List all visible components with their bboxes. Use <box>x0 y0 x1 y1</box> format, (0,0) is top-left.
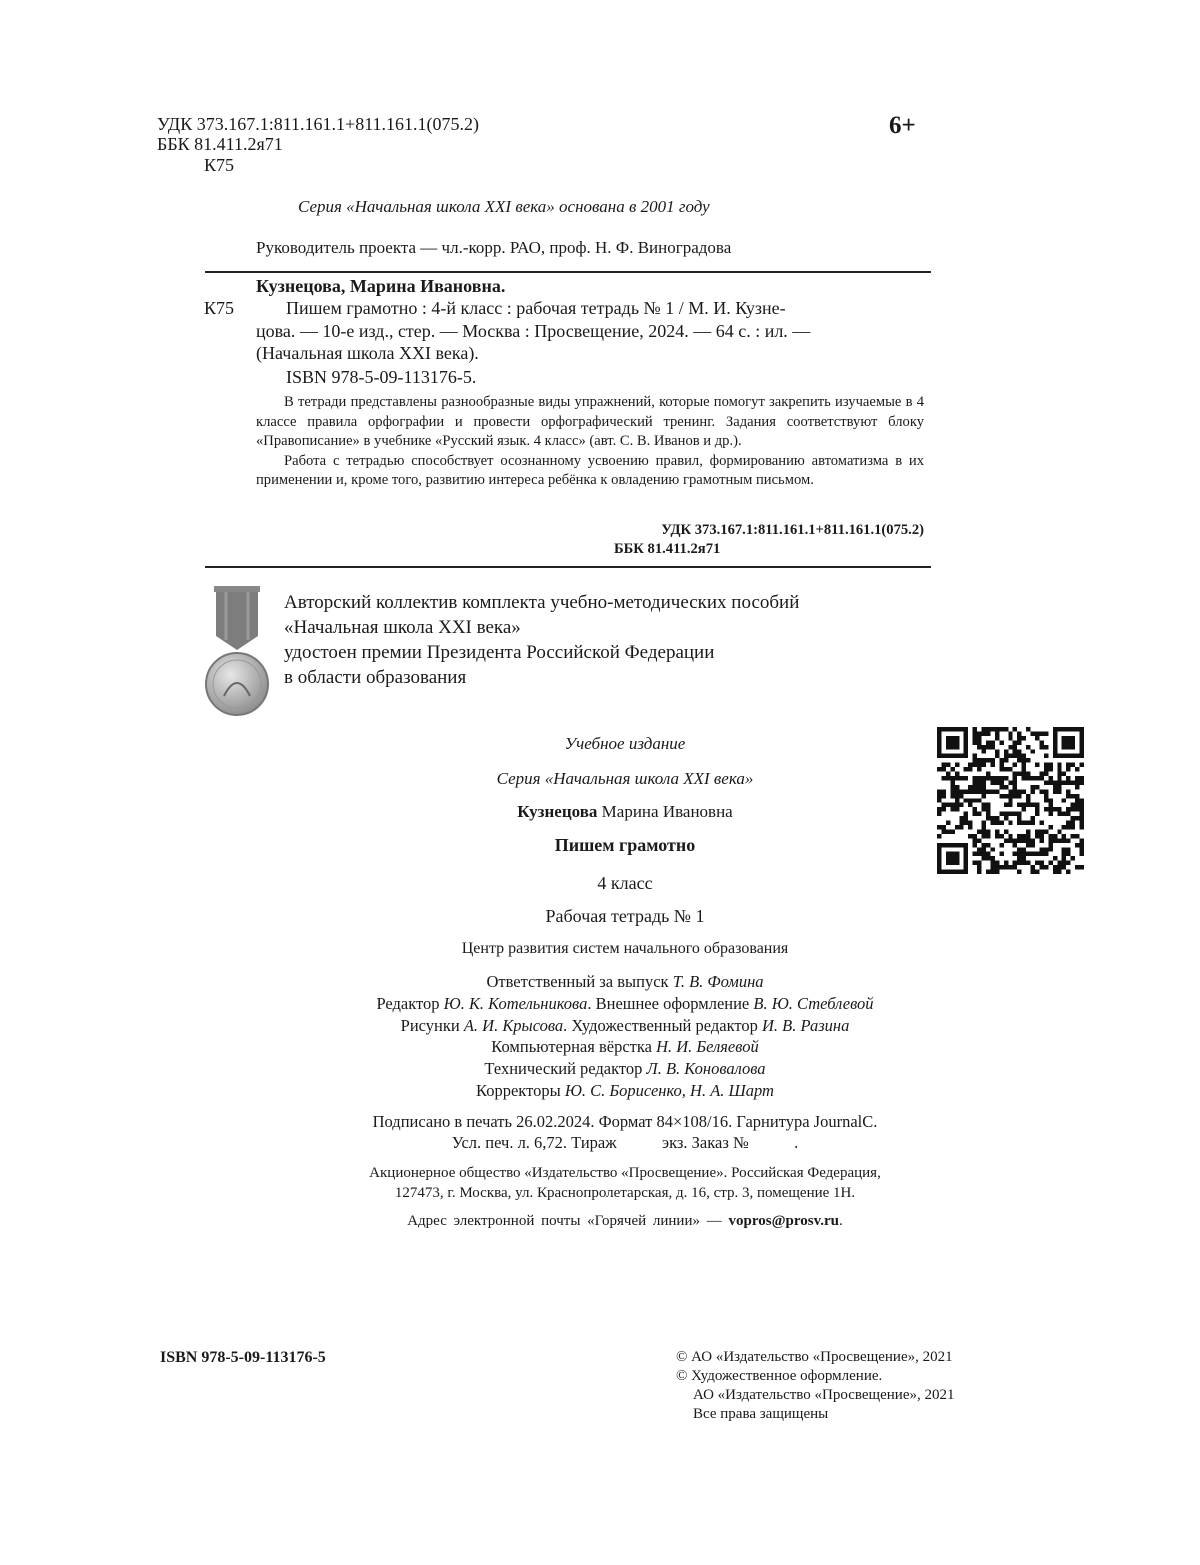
credit-line <box>300 1080 950 1102</box>
email-line <box>300 1213 950 1230</box>
email-link[interactable]: vopros@prosv.ru <box>728 1213 840 1229</box>
address: 127473, г. Москва, ул. Краснопролетарская, д. 16, стр. 3, помещение 1Н. <box>394 1185 856 1201</box>
award-line: Авторский коллектив комплекта учебно-методических пособий <box>284 592 800 613</box>
imprint-author <box>300 802 950 822</box>
divider <box>205 271 931 273</box>
age-rating: 6+ <box>889 112 916 139</box>
credits <box>300 971 950 1102</box>
credit-person: В. Ю. Стеблевой <box>753 993 874 1013</box>
copyright <box>676 1348 954 1424</box>
award-text <box>284 590 799 690</box>
catalog-isbn: ISBN 978-5-09-113176-5. <box>286 367 477 387</box>
catalog-author: Кузнецова, Марина Ивановна. <box>256 276 506 296</box>
copyright-line: © Художественное оформление. <box>676 1368 883 1384</box>
imprint-series: Серия «Начальная школа XXI века» <box>496 769 754 788</box>
credit-role: Корректоры <box>476 1080 565 1100</box>
footer-isbn: ISBN 978-5-09-113176-5 <box>160 1349 326 1366</box>
edition-type: Учебное издание <box>564 734 686 753</box>
author-name: Марина Ивановна <box>597 802 733 821</box>
credit-role: . Художественный редактор <box>563 1015 762 1035</box>
credit-role: Редактор <box>376 993 444 1013</box>
credit-person: Н. И. Беляевой <box>656 1037 759 1057</box>
credit-role: Ответственный за выпуск <box>486 972 673 991</box>
udk-code: УДК 373.167.1:811.161.1+811.161.1(075.2) <box>157 114 480 134</box>
credit-line <box>300 1058 950 1080</box>
award-line: в области образования <box>284 667 467 688</box>
email-label: Адрес электронной почты «Горячей линии» — <box>407 1213 729 1229</box>
catalog-line: цова. — 10-е изд., стер. — Москва : Просвещение, 2024. — 64 с. : ил. — <box>256 321 811 341</box>
book-title: Пишем грамотно <box>554 835 696 855</box>
publisher: Акционерное общество «Издательство «Просвещение». Российская Федерация, <box>369 1165 881 1181</box>
catalog-bbk: ББК 81.411.2я71 <box>614 541 721 557</box>
print-info: Усл. печ. л. 6,72. Тираж экз. Заказ № . <box>451 1133 799 1152</box>
qr-code[interactable] <box>937 727 1084 874</box>
print-details <box>300 1111 950 1153</box>
credit-person: Ю. К. Котельникова <box>443 993 588 1013</box>
copyright-line: Все права защищены <box>693 1406 829 1422</box>
catalog-line: (Начальная школа XXI века). <box>256 343 479 363</box>
email-end: . <box>839 1213 843 1229</box>
center-name: Центр развития систем начального образования <box>461 940 789 957</box>
divider <box>205 566 931 568</box>
catalog-line: Пишем грамотно : 4-й класс : рабочая тетрадь № 1 / М. И. Кузне- <box>286 298 786 318</box>
credit-line <box>300 971 950 993</box>
credit-person: Т. В. Фомина <box>672 972 764 991</box>
bbk-code: ББК 81.411.2я71 <box>157 134 283 154</box>
publisher-info <box>300 1163 950 1203</box>
credit-line <box>300 1036 950 1058</box>
credit-person: Л. В. Коновалова <box>646 1059 766 1079</box>
credit-role: Рисунки <box>400 1015 464 1035</box>
print-signed: Подписано в печать 26.02.2024. Формат 84×108/16. Гарнитура JournalC. <box>372 1112 878 1131</box>
credit-role: . Внешнее оформление <box>587 993 754 1013</box>
copyright-line: АО «Издательство «Просвещение», 2021 <box>693 1387 955 1403</box>
author-surname: Кузнецова <box>517 802 598 821</box>
catalog-code: К75 <box>204 298 235 318</box>
abstract-paragraph: В тетради представлены разнообразные виды упражнений, которые помогут закрепить изучаемые в 4 классе правила орфографии и провести орфографический тренинг. Задания соответствуют блоку «Правописание» в учебнике «Русский язык. 4 класс» (авт. С. В. Иванов и др.). <box>256 394 924 449</box>
series-note: Серия «Начальная школа XXI века» основана в 2001 году <box>298 197 710 216</box>
grade: 4 класс <box>597 873 653 893</box>
credit-role: Компьютерная вёрстка <box>491 1037 657 1057</box>
credit-line <box>300 993 950 1015</box>
project-head: Руководитель проекта — чл.-корр. РАО, проф. Н. Ф. Виноградова <box>256 238 732 257</box>
credit-person: И. В. Разина <box>762 1015 850 1035</box>
award-line: «Начальная школа XXI века» <box>284 617 521 638</box>
catalog-udk: УДК 373.167.1:811.161.1+811.161.1(075.2) <box>661 522 924 538</box>
abstract-paragraph: Работа с тетрадью способствует осознанному усвоению правил, формированию автоматизма в их применении и, кроме того, развитию интереса ребёнка к овладению грамотным письмом. <box>256 452 924 488</box>
abstract <box>256 393 924 491</box>
credit-line <box>300 1015 950 1037</box>
credit-person: А. И. Крысова <box>463 1015 564 1035</box>
copyright-line: © АО «Издательство «Просвещение», 2021 <box>676 1349 953 1365</box>
credit-person: Ю. С. Борисенко, Н. А. Шарт <box>564 1080 774 1100</box>
author-mark: К75 <box>204 155 235 175</box>
workbook-number: Рабочая тетрадь № 1 <box>545 906 705 926</box>
award-line: удостоен премии Президента Российской Федерации <box>284 642 715 663</box>
credit-role: Технический редактор <box>484 1059 647 1079</box>
medal-icon <box>204 584 270 718</box>
